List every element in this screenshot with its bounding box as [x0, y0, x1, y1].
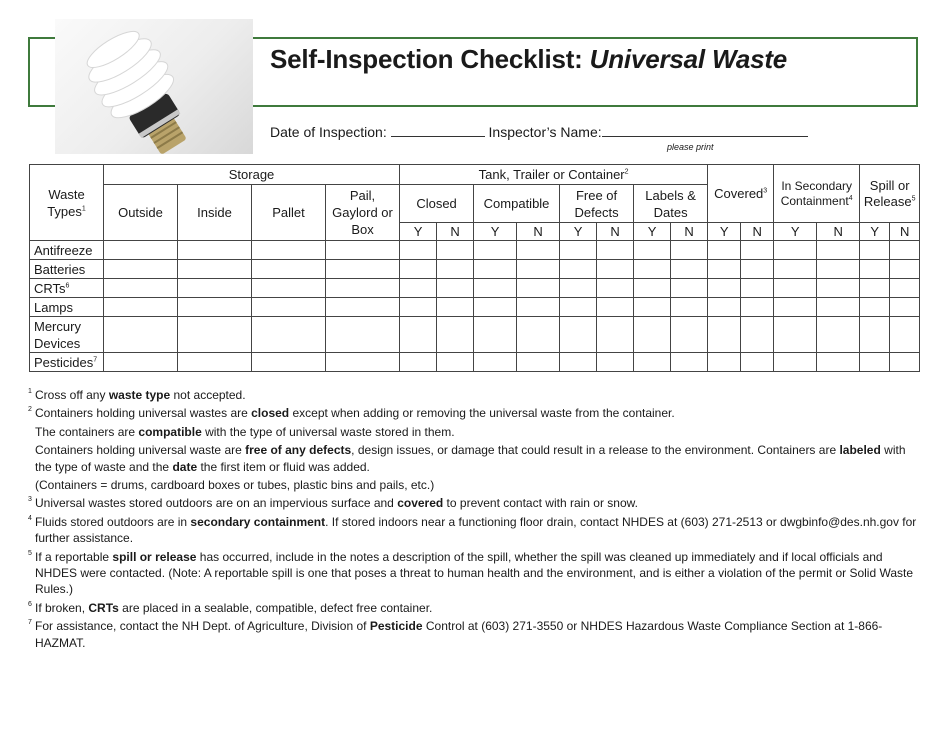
checklist-cell[interactable]: [400, 260, 437, 279]
table-row: [30, 260, 920, 279]
inspector-name-field[interactable]: [602, 125, 808, 137]
checklist-cell[interactable]: [104, 241, 178, 260]
storage-inside-header: Inside: [178, 185, 252, 241]
footnote-1: 1 Cross off any waste type not accepted.: [28, 388, 246, 402]
labels-dates-header: Labels & Dates: [634, 185, 708, 223]
checklist-cell[interactable]: [741, 317, 774, 353]
checklist-cell[interactable]: [774, 317, 817, 353]
n-header: N: [517, 223, 560, 241]
checklist-cell[interactable]: [560, 260, 597, 279]
footnote-5: 5 If a reportable spill or release has occurred, include in the notes a description of the spill, whether the spill was cleaned up immediately and if local officials and NHDES were contacted. (Note: A reportable spill is one that poses a threat to human health and the environment, and is either a violation of the permit or Solid Waste Rules.): [28, 549, 914, 597]
checklist-cell[interactable]: [634, 298, 671, 317]
checklist-cell[interactable]: [890, 317, 920, 353]
checklist-cell[interactable]: [741, 279, 774, 298]
free-of-defects-header: Free of Defects: [560, 185, 634, 223]
checklist-cell[interactable]: [474, 279, 517, 298]
n-header: N: [741, 223, 774, 241]
table-row: [30, 317, 920, 353]
checklist-cell[interactable]: [671, 353, 708, 372]
checklist-cell[interactable]: [252, 279, 326, 298]
y-header: Y: [860, 223, 890, 241]
n-header: N: [597, 223, 634, 241]
checklist-cell[interactable]: [474, 298, 517, 317]
checklist-cell[interactable]: [597, 241, 634, 260]
inspector-label: Inspector’s Name:: [488, 124, 602, 140]
checklist-cell[interactable]: [326, 298, 400, 317]
checklist-cell[interactable]: [860, 298, 890, 317]
y-header: Y: [560, 223, 597, 241]
checklist-cell[interactable]: [437, 260, 474, 279]
waste-types-header: Waste Types$^1$: [30, 165, 104, 241]
n-header: N: [437, 223, 474, 241]
checklist-cell[interactable]: [252, 317, 326, 353]
checklist-cell[interactable]: [400, 241, 437, 260]
checklist-cell[interactable]: [890, 279, 920, 298]
checklist-cell[interactable]: [517, 317, 560, 353]
checklist-cell[interactable]: [817, 260, 860, 279]
checklist-cell[interactable]: [517, 279, 560, 298]
checklist-cell[interactable]: [708, 279, 741, 298]
checklist-cell[interactable]: [178, 317, 252, 353]
checklist-cell[interactable]: [437, 279, 474, 298]
checklist-cell[interactable]: [178, 241, 252, 260]
n-header: N: [671, 223, 708, 241]
waste-type-label: Batteries: [30, 260, 104, 279]
checklist-cell[interactable]: [400, 317, 437, 353]
checklist-cell[interactable]: [634, 241, 671, 260]
checklist-cell[interactable]: [437, 353, 474, 372]
checklist-cell[interactable]: [741, 260, 774, 279]
checklist-cell[interactable]: [817, 241, 860, 260]
checklist-cell[interactable]: [326, 317, 400, 353]
checklist-body: [30, 241, 920, 372]
footnote-4: 4 Fluids stored outdoors are in secondary containment. If stored indoors near a functioning floor drain, contact NHDES at (603) 271-2513 or dwgbinfo@des.nh.gov for further assistance.: [28, 514, 917, 546]
checklist-cell[interactable]: [634, 317, 671, 353]
waste-type-label: Antifreeze: [30, 241, 104, 260]
checklist-cell[interactable]: [437, 298, 474, 317]
checklist-cell[interactable]: [597, 317, 634, 353]
checklist-cell[interactable]: [104, 279, 178, 298]
date-label: Date of Inspection:: [270, 124, 387, 140]
footnotes: [28, 387, 923, 653]
footnote-6: 6 If broken, CRTs are placed in a sealable, compatible, defect free container.: [28, 600, 433, 615]
y-header: Y: [400, 223, 437, 241]
checklist-cell[interactable]: [774, 353, 817, 372]
title-emphasis: Universal Waste: [589, 44, 788, 74]
storage-pail-header: Pail, Gaylord or Box: [326, 185, 400, 241]
checklist-cell[interactable]: [252, 241, 326, 260]
checklist-cell[interactable]: [671, 260, 708, 279]
checklist-cell[interactable]: [178, 279, 252, 298]
checklist-cell[interactable]: [860, 317, 890, 353]
checklist-cell[interactable]: [817, 298, 860, 317]
storage-outside-header: Outside: [104, 185, 178, 241]
checklist-cell[interactable]: [890, 353, 920, 372]
checklist-cell[interactable]: [104, 260, 178, 279]
covered-header: Covered$^3$: [708, 165, 774, 223]
table-row: [30, 279, 920, 298]
checklist-cell[interactable]: [890, 241, 920, 260]
checklist-cell[interactable]: [708, 317, 741, 353]
checklist-cell[interactable]: [671, 241, 708, 260]
storage-pallet-header: Pallet: [252, 185, 326, 241]
checklist-cell[interactable]: [517, 353, 560, 372]
checklist-cell[interactable]: [517, 260, 560, 279]
checklist-cell[interactable]: [474, 317, 517, 353]
footnote-2-defects: Containers holding universal waste are free of any defects, design issues, or damage that could result in a release to the environment. Containers are labeled with the type of waste and the date the first item or fluid was added.: [35, 443, 906, 474]
checklist-cell[interactable]: [671, 279, 708, 298]
checklist-cell[interactable]: [708, 241, 741, 260]
spill-release-header: Spill or Release$^5$: [860, 165, 920, 223]
footnote-2: 2 Containers holding universal wastes are closed except when adding or removing the universal waste from the container.: [28, 406, 675, 421]
checklist-cell[interactable]: [741, 241, 774, 260]
checklist-cell[interactable]: [597, 298, 634, 317]
checklist-cell[interactable]: [437, 241, 474, 260]
checklist-table: [29, 164, 920, 372]
checklist-cell[interactable]: [326, 279, 400, 298]
checklist-cell[interactable]: [252, 260, 326, 279]
checklist-cell[interactable]: [400, 279, 437, 298]
waste-type-label: Pesticides$^7$: [30, 353, 104, 372]
checklist-cell[interactable]: [597, 260, 634, 279]
checklist-cell[interactable]: [326, 241, 400, 260]
table-row: [30, 298, 920, 317]
checklist-cell[interactable]: [634, 279, 671, 298]
checklist-cell[interactable]: [560, 241, 597, 260]
checklist-cell[interactable]: [517, 298, 560, 317]
waste-type-label: CRTs$^6$: [30, 279, 104, 298]
footnote-7: 7 For assistance, contact the NH Dept. of Agriculture, Division of Pesticide Control at (603) 271-3550 or NHDES Hazardous Waste Compliance Section at 1-866-HAZMAT.: [28, 619, 883, 650]
checklist-cell[interactable]: [104, 298, 178, 317]
footnote-3: 3 Universal wastes stored outdoors are on an impervious surface and covered to prevent contact with rain or snow.: [28, 496, 638, 511]
footnote-2-compatible: The containers are compatible with the type of universal waste stored in them.: [35, 424, 455, 439]
checklist-cell[interactable]: [774, 279, 817, 298]
checklist-cell[interactable]: [178, 260, 252, 279]
checklist-cell[interactable]: [860, 353, 890, 372]
checklist-cell[interactable]: [708, 260, 741, 279]
checklist-cell[interactable]: [890, 298, 920, 317]
checklist-cell[interactable]: [474, 353, 517, 372]
checklist-cell[interactable]: [597, 279, 634, 298]
checklist-cell[interactable]: [634, 353, 671, 372]
checklist-cell[interactable]: [437, 317, 474, 353]
checklist-cell[interactable]: [400, 353, 437, 372]
checklist-cell[interactable]: [817, 353, 860, 372]
checklist-cell[interactable]: [252, 298, 326, 317]
compatible-header: Compatible: [474, 185, 560, 223]
checklist-cell[interactable]: [774, 260, 817, 279]
checklist-cell[interactable]: [474, 241, 517, 260]
checklist-cell[interactable]: [400, 298, 437, 317]
y-header: Y: [634, 223, 671, 241]
cfl-bulb-photo: [55, 19, 253, 154]
checklist-cell[interactable]: [252, 353, 326, 372]
table-row: [30, 353, 920, 372]
checklist-cell[interactable]: [817, 279, 860, 298]
checklist-cell[interactable]: [560, 279, 597, 298]
checklist-cell[interactable]: [708, 298, 741, 317]
y-header: Y: [774, 223, 817, 241]
waste-type-label: Lamps: [30, 298, 104, 317]
waste-type-label: Mercury Devices: [30, 317, 104, 353]
checklist-cell[interactable]: [560, 317, 597, 353]
checklist-cell[interactable]: [741, 298, 774, 317]
table-row: [30, 241, 920, 260]
y-header: Y: [708, 223, 741, 241]
checklist-cell[interactable]: [671, 298, 708, 317]
checklist-cell[interactable]: [326, 260, 400, 279]
checklist-cell[interactable]: [517, 241, 560, 260]
page-title: [270, 44, 787, 75]
closed-header: Closed: [400, 185, 474, 223]
date-field[interactable]: [391, 125, 485, 137]
checklist-cell[interactable]: [560, 353, 597, 372]
checklist-cell[interactable]: [178, 298, 252, 317]
storage-header: Storage: [104, 165, 400, 185]
checklist-cell[interactable]: [774, 298, 817, 317]
checklist-cell[interactable]: [560, 298, 597, 317]
checklist-cell[interactable]: [178, 353, 252, 372]
checklist-cell[interactable]: [104, 317, 178, 353]
checklist-cell[interactable]: [860, 260, 890, 279]
checklist-cell[interactable]: [326, 353, 400, 372]
checklist-cell[interactable]: [671, 317, 708, 353]
checklist-cell[interactable]: [860, 241, 890, 260]
cfl-bulb-icon: [55, 19, 253, 154]
secondary-containment-header: In Secondary Containment$^4$: [774, 165, 860, 223]
footnote-2-containers: (Containers = drums, cardboard boxes or tubes, plastic bins and pails, etc.): [35, 478, 435, 493]
checklist-cell[interactable]: [890, 260, 920, 279]
checklist-cell[interactable]: [474, 260, 517, 279]
checklist-cell[interactable]: [860, 279, 890, 298]
please-print-note: please print: [667, 142, 714, 152]
tank-header: Tank, Trailer or Container$^2$: [400, 165, 708, 185]
checklist-cell[interactable]: [708, 353, 741, 372]
y-header: Y: [474, 223, 517, 241]
title-prefix: Self-Inspection Checklist:: [270, 44, 590, 74]
checklist-cell[interactable]: [817, 317, 860, 353]
n-header: N: [890, 223, 920, 241]
checklist-cell[interactable]: [597, 353, 634, 372]
checklist-cell[interactable]: [104, 353, 178, 372]
checklist-cell[interactable]: [774, 241, 817, 260]
checklist-cell[interactable]: [741, 353, 774, 372]
inspection-meta: [270, 124, 808, 140]
checklist-cell[interactable]: [634, 260, 671, 279]
n-header: N: [817, 223, 860, 241]
